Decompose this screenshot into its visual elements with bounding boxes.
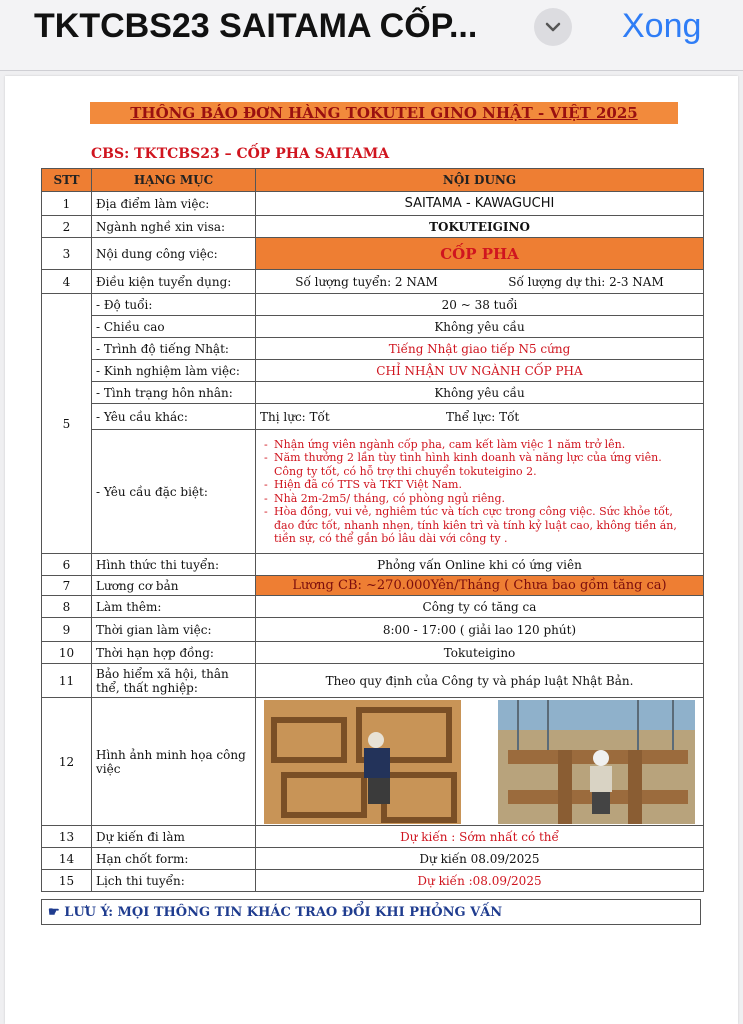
table-row: [42, 642, 704, 664]
row-value: Dự kiến :08.09/2025: [256, 870, 704, 892]
table-row: [42, 826, 704, 848]
chevron-down-icon[interactable]: [534, 8, 572, 46]
row-label: - Yêu cầu đặc biệt:: [92, 430, 256, 554]
row-value: 8:00 - 17:00 ( giải lao 120 phút): [256, 618, 704, 642]
row-label: Làm thêm:: [92, 596, 256, 618]
table-row: [42, 430, 704, 554]
row-number: 3: [42, 238, 92, 270]
row-label: Hình thức thi tuyển:: [92, 554, 256, 576]
row-number: 5: [42, 294, 92, 554]
row-number: 1: [42, 192, 92, 216]
table-row: [42, 316, 704, 338]
row-value: Tokuteigino: [256, 642, 704, 664]
row-value: Lương CB: ~270.000Yên/Tháng ( Chưa bao gồm tăng ca): [256, 576, 704, 596]
list-item: - Năm thưởng 2 lần tùy tình hình kinh doanh và năng lực của ứng viên. Công ty tốt, có hỗ trợ thi chuyển tokuteigino 2.: [274, 451, 693, 478]
row-label: - Kinh nghiệm làm việc:: [92, 360, 256, 382]
done-button[interactable]: Xong: [622, 7, 702, 45]
table-row: [42, 192, 704, 216]
row-number: 14: [42, 848, 92, 870]
top-bar: [0, 0, 743, 71]
table-row: [42, 576, 704, 596]
row-label: - Chiều cao: [92, 316, 256, 338]
table-row: [42, 338, 704, 360]
row-number: 15: [42, 870, 92, 892]
row-label: Lương cơ bản: [92, 576, 256, 596]
formwork-photo-1: [264, 700, 461, 824]
row-value: Không yêu cầu: [256, 382, 704, 404]
table-row: [42, 698, 704, 826]
document-banner: THÔNG BÁO ĐƠN HÀNG TOKUTEI GINO NHẬT - VIỆT 2025: [90, 102, 678, 124]
row-label: Dự kiến đi làm: [92, 826, 256, 848]
row-value: Phỏng vấn Online khi có ứng viên: [256, 554, 704, 576]
row-number: 4: [42, 270, 92, 294]
row-value: 20 ~ 38 tuổi: [256, 294, 704, 316]
row-value: CỐP PHA: [256, 238, 704, 270]
document-title: TKTCBS23 SAITAMA CỐP...: [34, 7, 478, 45]
table-row: [42, 618, 704, 642]
row-label: Điều kiện tuyển dụng:: [92, 270, 256, 294]
special-requirements-list: [260, 436, 699, 548]
row-value: Tiếng Nhật giao tiếp N5 cứng: [256, 338, 704, 360]
table-header-row: [42, 169, 704, 192]
order-code: CBS: TKTCBS23 – CỐP PHA SAITAMA: [91, 146, 390, 162]
column-header: HẠNG MỤC: [92, 169, 256, 192]
row-value: Không yêu cầu: [256, 316, 704, 338]
list-item: - Hòa đồng, vui vẻ, nghiêm túc và tích cực trong công việc. Sức khỏe tốt, đạo đức tốt, nhanh nhẹn, tính kiên trì và tính kỷ luật cao, không tiền án, tiền sự, có thể gắn bó lâu dài với công ty .: [274, 505, 693, 546]
table-row: [42, 238, 704, 270]
row-label: Thời hạn hợp đồng:: [92, 642, 256, 664]
note-box: [41, 899, 701, 925]
row-number: 8: [42, 596, 92, 618]
list-item: - Hiện đã có TTS và TKT Việt Nam.: [274, 478, 693, 492]
table-row: [42, 270, 704, 294]
row-number: 11: [42, 664, 92, 698]
list-item: - Nhà 2m-2m5/ tháng, có phòng ngủ riêng.: [274, 492, 693, 506]
row-label: Nội dung công việc:: [92, 238, 256, 270]
order-table: [41, 168, 704, 892]
row-number: 6: [42, 554, 92, 576]
row-number: 13: [42, 826, 92, 848]
row-value: [256, 698, 704, 826]
row-number: 2: [42, 216, 92, 238]
row-value: SAITAMA - KAWAGUCHI: [256, 192, 704, 216]
work-photos: [256, 700, 703, 824]
row-label: Lịch thi tuyển:: [92, 870, 256, 892]
row-label: - Độ tuổi:: [92, 294, 256, 316]
table-row: [42, 404, 704, 430]
row-value: CHỈ NHẬN UV NGÀNH CỐP PHA: [256, 360, 704, 382]
row-value: Theo quy định của Công ty và pháp luật Nhật Bản.: [256, 664, 704, 698]
row-value: TOKUTEIGINO: [256, 216, 704, 238]
row-number: 9: [42, 618, 92, 642]
row-label: - Yêu cầu khác:: [92, 404, 256, 430]
row-value: [256, 430, 704, 554]
row-number: 12: [42, 698, 92, 826]
hand-pointing-icon: ☛: [48, 905, 60, 920]
formwork-photo-2: [498, 700, 695, 824]
row-label: Hạn chốt form:: [92, 848, 256, 870]
table-row: [42, 382, 704, 404]
list-item: - Nhận ứng viên ngành cốp pha, cam kết làm việc 1 năm trở lên.: [274, 438, 693, 452]
column-header: NỘI DUNG: [256, 169, 704, 192]
row-label: - Tình trạng hôn nhân:: [92, 382, 256, 404]
row-value: [256, 404, 704, 430]
fitness-text: Thể lực: Tốt: [446, 409, 520, 424]
row-value: [256, 270, 704, 294]
note-text: LƯU Ý: MỌI THÔNG TIN KHÁC TRAO ĐỔI KHI PHỎNG VẤN: [64, 905, 503, 920]
row-value: Dự kiến 08.09/2025: [256, 848, 704, 870]
row-number: 7: [42, 576, 92, 596]
row-label: - Trình độ tiếng Nhật:: [92, 338, 256, 360]
row-label: Hình ảnh minh họa công việc: [92, 698, 256, 826]
table-row: [42, 848, 704, 870]
row-label: Bảo hiểm xã hội, thân thể, thất nghiệp:: [92, 664, 256, 698]
row-number: 10: [42, 642, 92, 664]
row-label: Thời gian làm việc:: [92, 618, 256, 642]
row-label: Ngành nghề xin visa:: [92, 216, 256, 238]
table-row: [42, 360, 704, 382]
table-row: [42, 870, 704, 892]
row-label: Địa điểm làm việc:: [92, 192, 256, 216]
row-value: Công ty có tăng ca: [256, 596, 704, 618]
column-header: STT: [42, 169, 92, 192]
eyesight-text: Thị lực: Tốt: [260, 409, 330, 424]
table-row: [42, 664, 704, 698]
table-row: [42, 596, 704, 618]
candidates-text: Số lượng dự thi: 2-3 NAM: [508, 274, 664, 289]
table-row: [42, 554, 704, 576]
row-value: Dự kiến : Sớm nhất có thể: [256, 826, 704, 848]
quota-text: Số lượng tuyển: 2 NAM: [295, 274, 438, 289]
table-row: [42, 294, 704, 316]
table-row: [42, 216, 704, 238]
